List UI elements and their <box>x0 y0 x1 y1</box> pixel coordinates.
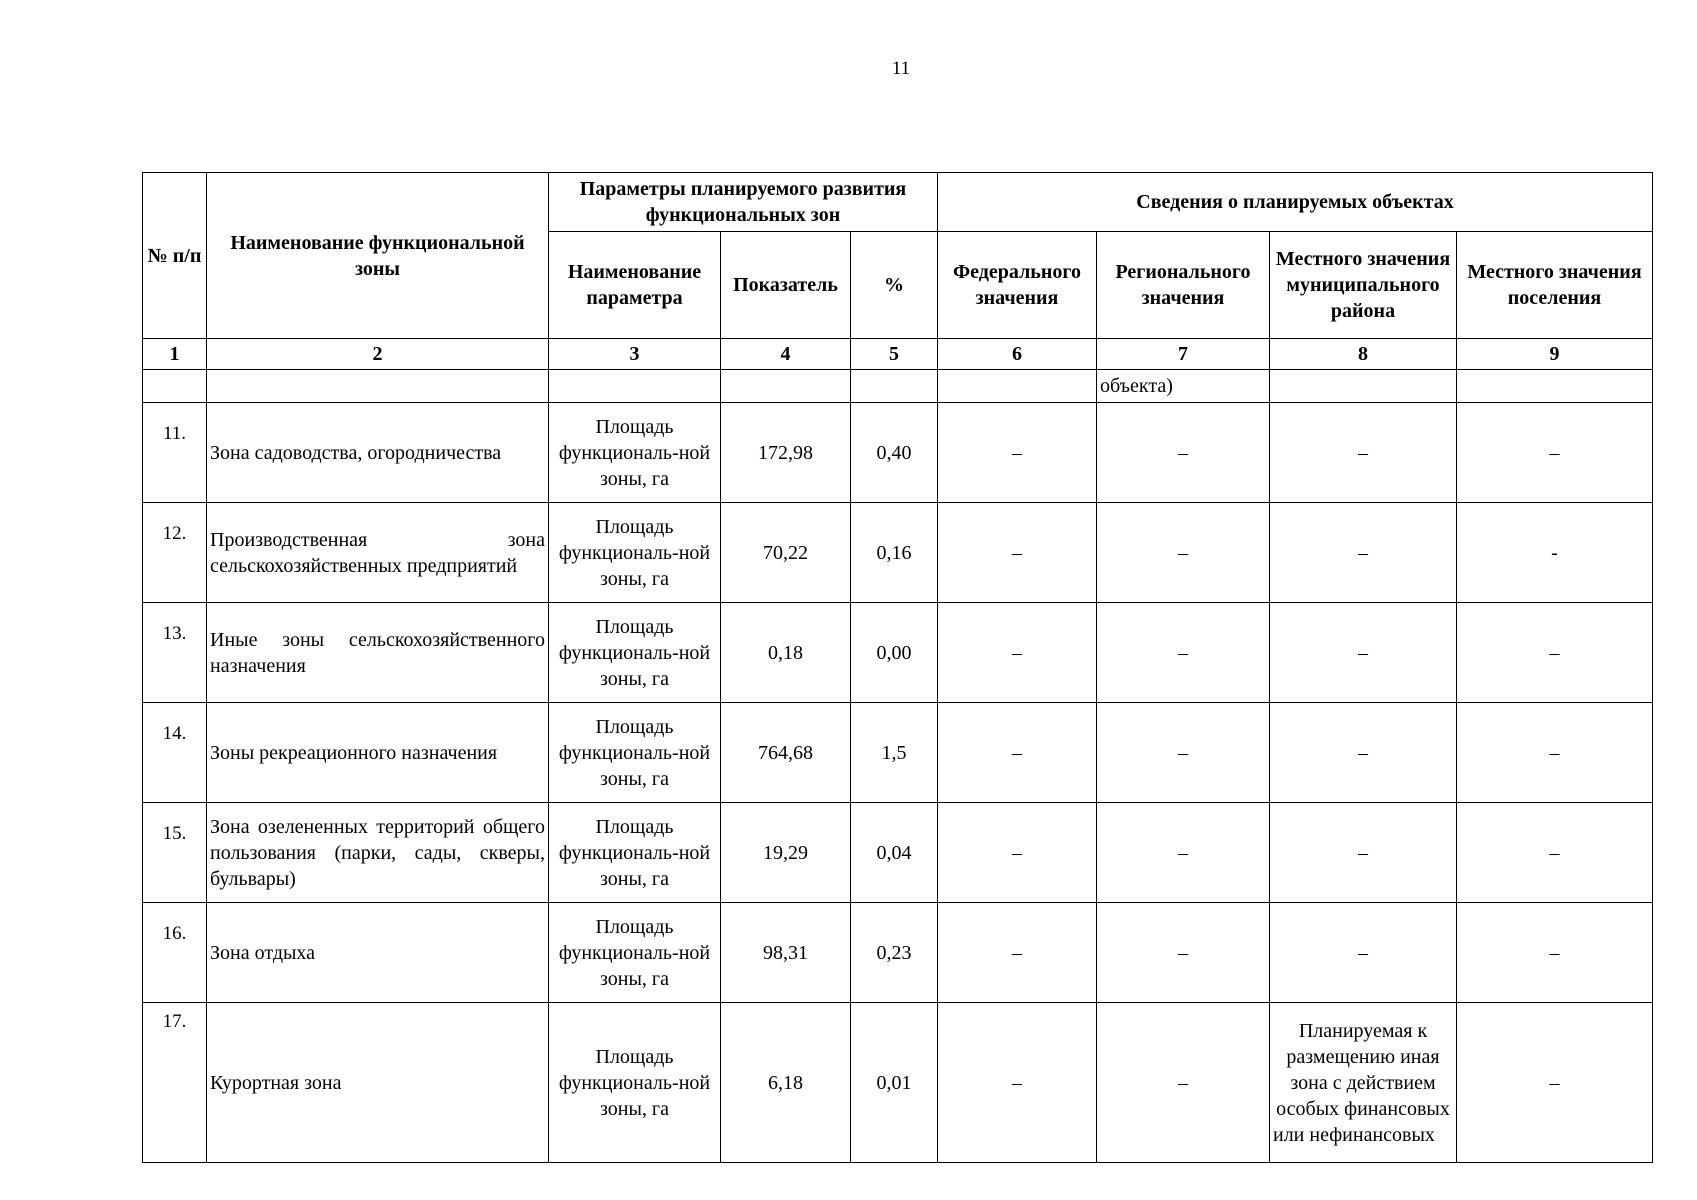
settlement-objects: – <box>1457 903 1653 1003</box>
column-number: 2 <box>207 339 549 370</box>
row-number: 15. <box>143 803 207 903</box>
column-number: 3 <box>549 339 721 370</box>
indicator-value: 764,68 <box>721 703 851 803</box>
parameter-name: Площадь функциональ-ной зоны, га <box>549 803 721 903</box>
federal-objects: – <box>938 503 1097 603</box>
parameter-name: Площадь функциональ-ной зоны, га <box>549 903 721 1003</box>
percent-value: 0,16 <box>851 503 938 603</box>
column-number: 9 <box>1457 339 1653 370</box>
district-objects: Планируемая к размещению иная зона с действием особых финансовых или нефинансовых <box>1270 1003 1457 1163</box>
column-number: 6 <box>938 339 1097 370</box>
column-number: 5 <box>851 339 938 370</box>
indicator-value: 19,29 <box>721 803 851 903</box>
federal-objects: – <box>938 603 1097 703</box>
zone-name: Зона садоводства, огородничества <box>207 403 549 503</box>
settlement-objects: – <box>1457 703 1653 803</box>
empty-cell <box>938 370 1097 403</box>
zone-name: Иные зоны сельскохозяйственного назначения <box>207 603 549 703</box>
header-federal: Федерального значения <box>938 232 1097 339</box>
zone-name: Зона отдыха <box>207 903 549 1003</box>
federal-objects: – <box>938 803 1097 903</box>
parameter-name: Площадь функциональ-ной зоны, га <box>549 503 721 603</box>
continuation-text: объекта) <box>1097 370 1270 403</box>
empty-cell <box>207 370 549 403</box>
zone-name: Курортная зона <box>207 1003 549 1163</box>
empty-cell <box>721 370 851 403</box>
percent-value: 0,01 <box>851 1003 938 1163</box>
parameter-name: Площадь функциональ-ной зоны, га <box>549 703 721 803</box>
indicator-value: 70,22 <box>721 503 851 603</box>
empty-cell <box>851 370 938 403</box>
federal-objects: – <box>938 703 1097 803</box>
column-number: 1 <box>143 339 207 370</box>
settlement-objects: – <box>1457 403 1653 503</box>
zone-name: Зоны рекреационного назначения <box>207 703 549 803</box>
regional-objects: – <box>1097 603 1270 703</box>
table-row <box>143 903 1653 1003</box>
header-objects-group: Сведения о планируемых объектах <box>938 173 1653 232</box>
regional-objects: – <box>1097 703 1270 803</box>
indicator-value: 98,31 <box>721 903 851 1003</box>
empty-cell <box>1457 370 1653 403</box>
parameter-name: Площадь функциональ-ной зоны, га <box>549 403 721 503</box>
header-local-settlement: Местного значения поселения <box>1457 232 1653 339</box>
column-number-row <box>143 339 1653 370</box>
empty-cell <box>549 370 721 403</box>
settlement-objects: – <box>1457 1003 1653 1163</box>
row-number: 16. <box>143 903 207 1003</box>
district-objects: – <box>1270 403 1457 503</box>
percent-value: 0,00 <box>851 603 938 703</box>
row-number: 14. <box>143 703 207 803</box>
column-number: 4 <box>721 339 851 370</box>
district-objects: – <box>1270 903 1457 1003</box>
percent-value: 0,23 <box>851 903 938 1003</box>
header-zone-name: Наименование функциональной зоны <box>207 173 549 339</box>
percent-value: 0,04 <box>851 803 938 903</box>
table-row <box>143 703 1653 803</box>
header-local-district: Местного значения муниципального района <box>1270 232 1457 339</box>
column-number: 7 <box>1097 339 1270 370</box>
zone-name: Зона озелененных территорий общего пользования (парки, сады, скверы, бульвары) <box>207 803 549 903</box>
settlement-objects: – <box>1457 803 1653 903</box>
regional-objects: – <box>1097 903 1270 1003</box>
district-objects: – <box>1270 703 1457 803</box>
federal-objects: – <box>938 403 1097 503</box>
table-row <box>143 603 1653 703</box>
header-params-group: Параметры планируемого развития функциональных зон <box>549 173 938 232</box>
district-objects: – <box>1270 503 1457 603</box>
row-number: 11. <box>143 403 207 503</box>
column-number: 8 <box>1270 339 1457 370</box>
federal-objects: – <box>938 1003 1097 1163</box>
parameter-name: Площадь функциональ-ной зоны, га <box>549 1003 721 1163</box>
regional-objects: – <box>1097 503 1270 603</box>
row-number: 17. <box>143 1003 207 1163</box>
indicator-value: 172,98 <box>721 403 851 503</box>
empty-cell <box>143 370 207 403</box>
federal-objects: – <box>938 903 1097 1003</box>
page-number: 11 <box>891 58 911 79</box>
percent-value: 0,40 <box>851 403 938 503</box>
table-row <box>143 403 1653 503</box>
table-row <box>143 803 1653 903</box>
functional-zones-table <box>142 172 1653 1163</box>
row-number: 13. <box>143 603 207 703</box>
table-row <box>143 503 1653 603</box>
zone-name: Производственная зона сельскохозяйственных предприятий <box>207 503 549 603</box>
settlement-objects: - <box>1457 503 1653 603</box>
header-no: № п/п <box>143 173 207 339</box>
indicator-value: 6,18 <box>721 1003 851 1163</box>
district-objects: – <box>1270 803 1457 903</box>
header-indicator: Показатель <box>721 232 851 339</box>
percent-value: 1,5 <box>851 703 938 803</box>
table-row <box>143 1003 1653 1163</box>
row-number: 12. <box>143 503 207 603</box>
header-param-name: Наименование параметра <box>549 232 721 339</box>
empty-cell <box>1270 370 1457 403</box>
regional-objects: – <box>1097 1003 1270 1163</box>
settlement-objects: – <box>1457 603 1653 703</box>
regional-objects: – <box>1097 403 1270 503</box>
district-objects: – <box>1270 603 1457 703</box>
regional-objects: – <box>1097 803 1270 903</box>
header-percent: % <box>851 232 938 339</box>
continuation-row <box>143 370 1653 403</box>
header-regional: Регионального значения <box>1097 232 1270 339</box>
indicator-value: 0,18 <box>721 603 851 703</box>
parameter-name: Площадь функциональ-ной зоны, га <box>549 603 721 703</box>
